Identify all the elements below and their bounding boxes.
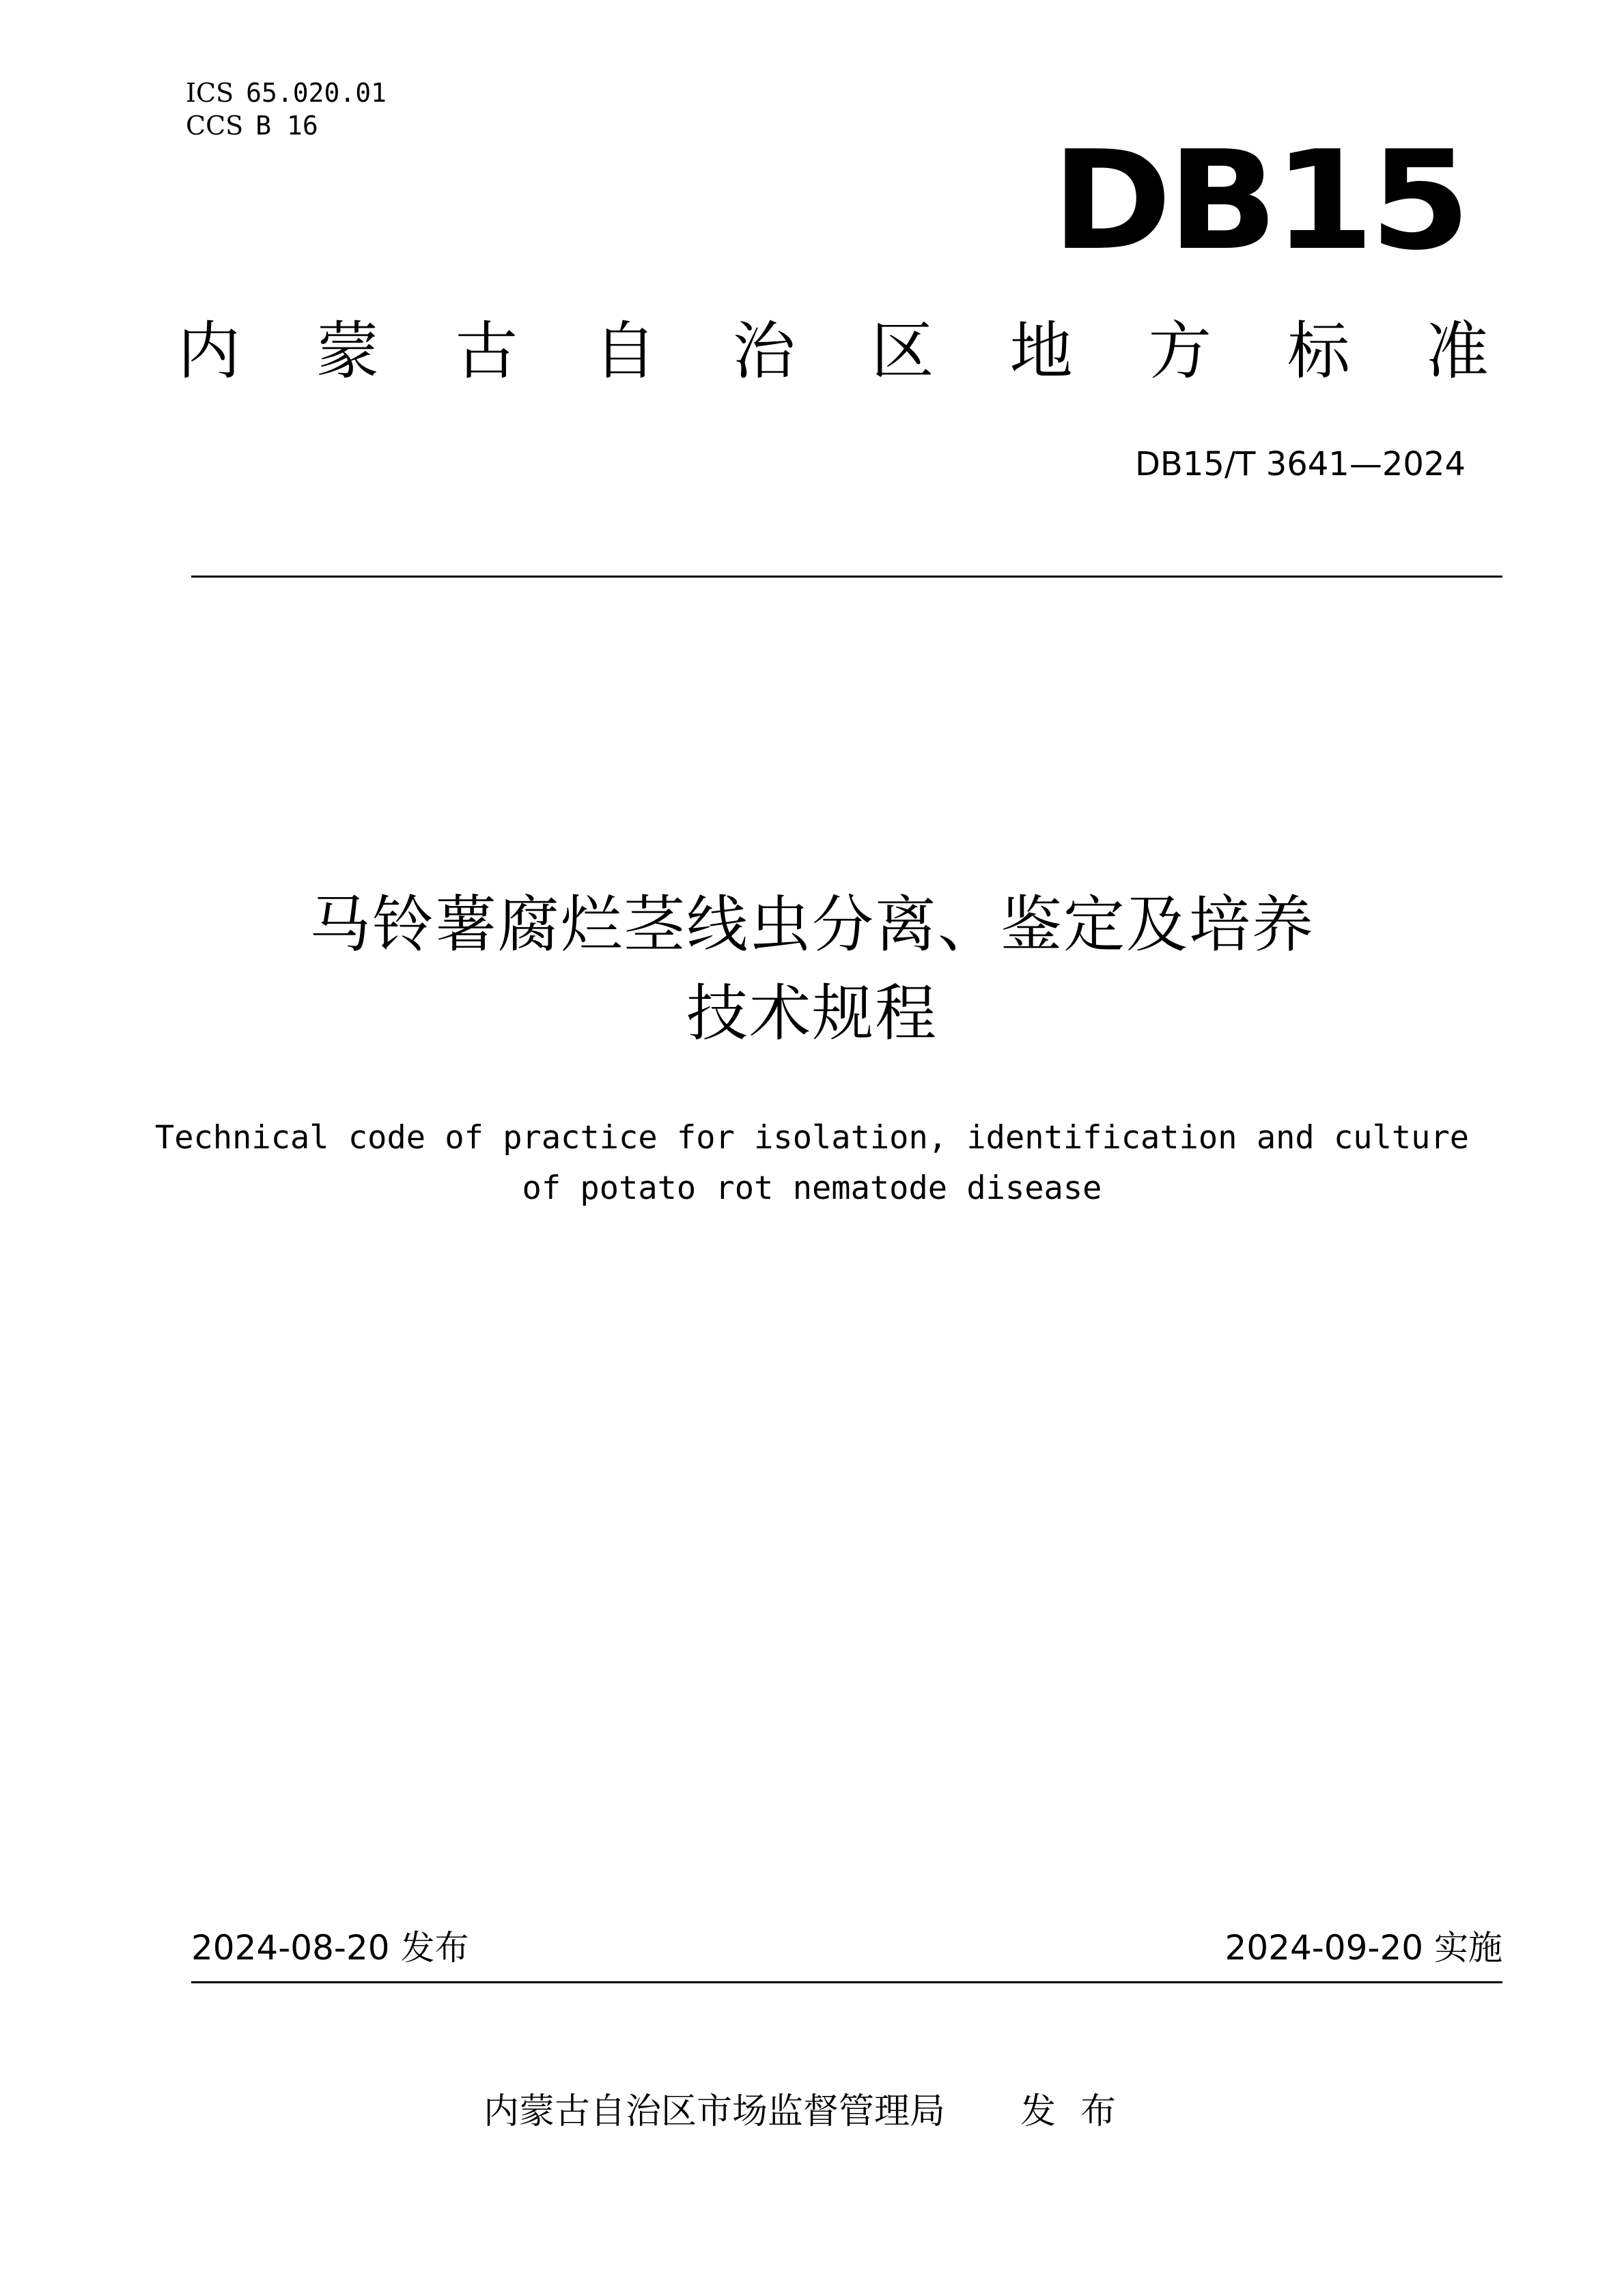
standard-type-char: 标 bbox=[1287, 315, 1350, 388]
implementation-date: 2024-09-20 实施 bbox=[1224, 1928, 1502, 1968]
publisher-line bbox=[0, 2088, 1624, 2136]
english-title bbox=[0, 1113, 1624, 1214]
classification-block bbox=[186, 76, 387, 142]
standard-type-char: 蒙 bbox=[316, 315, 380, 388]
date-row bbox=[191, 1924, 1502, 1972]
standard-number: DB15/T 3641—2024 bbox=[1134, 445, 1466, 483]
chinese-title-line: 马铃薯腐烂茎线虫分离、鉴定及培养 bbox=[309, 889, 1315, 961]
english-title-line: of potato rot nematode disease bbox=[522, 1170, 1102, 1207]
publisher-name: 内蒙古自治区市场监督管理局 bbox=[483, 2091, 945, 2132]
publish-action: 发布 bbox=[1020, 2091, 1141, 2132]
chinese-title bbox=[0, 881, 1624, 1058]
chinese-title-line: 技术规程 bbox=[686, 978, 938, 1049]
ccs-line bbox=[186, 109, 387, 142]
standard-type-char: 古 bbox=[455, 315, 518, 388]
ics-line bbox=[186, 76, 387, 109]
ics-code: 65.020.01 bbox=[246, 78, 387, 108]
ics-label: ICS bbox=[186, 78, 234, 108]
standard-type-char: 内 bbox=[178, 315, 241, 388]
english-title-line: Technical code of practice for isolation, identification and culture bbox=[154, 1119, 1470, 1157]
standard-type-char: 自 bbox=[593, 315, 657, 388]
standard-type-char: 准 bbox=[1425, 315, 1489, 388]
db15-logo: DB15 bbox=[1052, 122, 1467, 281]
standard-type-char: 区 bbox=[871, 315, 934, 388]
standard-type-heading bbox=[178, 311, 1489, 393]
ccs-code: B 16 bbox=[255, 111, 318, 141]
issue-date: 2024-08-20 发布 bbox=[191, 1928, 469, 1968]
top-divider bbox=[191, 576, 1502, 578]
standard-type-char: 治 bbox=[732, 315, 796, 388]
standard-type-char: 方 bbox=[1148, 315, 1212, 388]
bottom-divider bbox=[191, 1981, 1502, 1983]
standard-type-char: 地 bbox=[1009, 315, 1073, 388]
ccs-label: CCS bbox=[186, 111, 244, 141]
